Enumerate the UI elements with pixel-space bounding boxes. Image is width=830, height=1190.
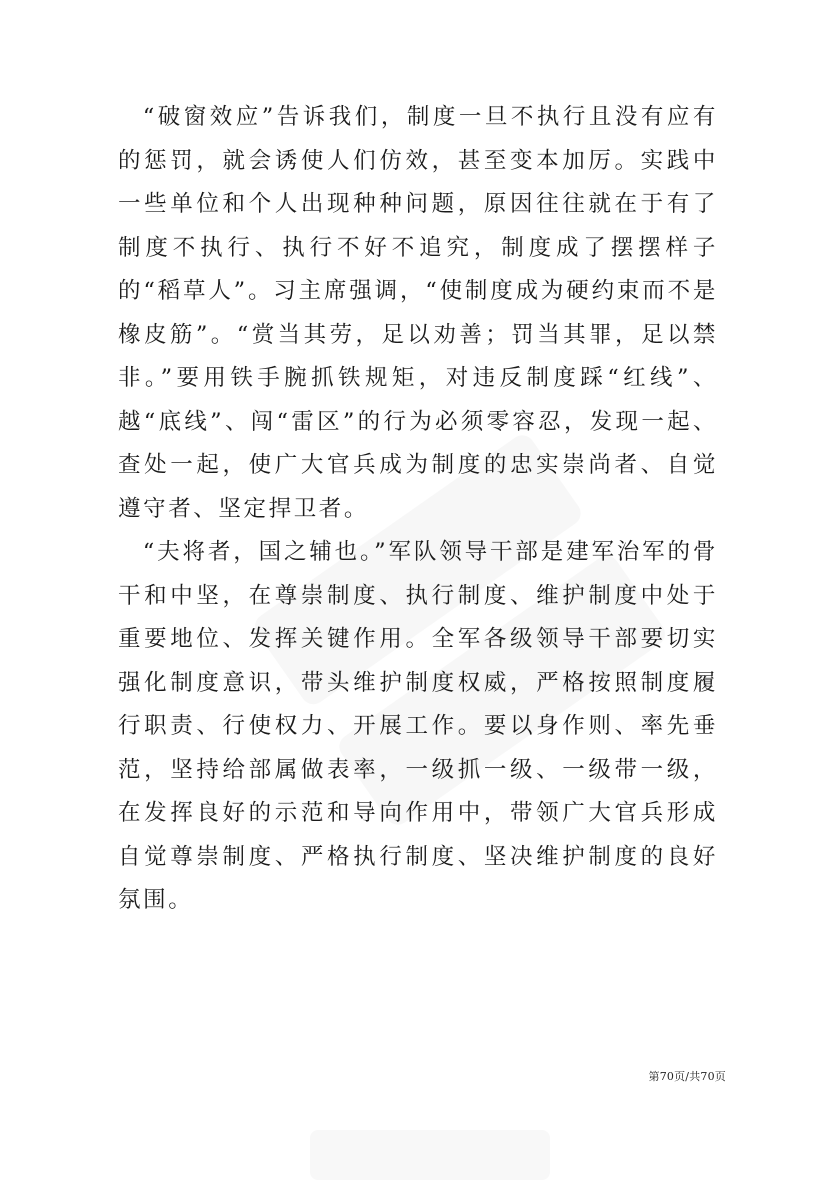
document-body [118,96,718,923]
paragraph-1: “破窗效应”告诉我们，制度一旦不执行且没有应有的惩罚，就会诱使人们仿效，甚至变本加厉。实践中一些单位和个人出现种种问题，原因往往就在于有了制度不执行、执行不好不追究，制度成了摆摆样子的“稻草人”。习主席强调，“使制度成为硬约束而不是橡皮筋”。“赏当其劳，足以劝善；罚当其罪，足以禁非。”要用铁手腕抓铁规矩，对违反制度踩“红线”、越“底线”、闯“雷区”的行为必须零容忍，发现一起、查处一起，使广大官兵成为制度的忠实崇尚者、自觉遵守者、坚定捍卫者。 [118,104,718,522]
page-number: 第70页/共70页 [648,1070,726,1083]
watermark-bottom [300,1110,560,1190]
paragraph-2: “夫将者，国之辅也。”军队领导干部是建军治军的骨干和中坚，在尊崇制度、执行制度、维护制度中处于重要地位、发挥关键作用。全军各级领导干部要切实强化制度意识，带头维护制度权威，严格按照制度履行职责、行使权力、开展工作。要以身作则、率先垂范，坚持给部属做表率，一级抓一级、一级带一级，在发挥良好的示范和导向作用中，带领广大官兵形成自觉尊崇制度、严格执行制度、坚决维护制度的良好氛围。 [118,539,718,913]
